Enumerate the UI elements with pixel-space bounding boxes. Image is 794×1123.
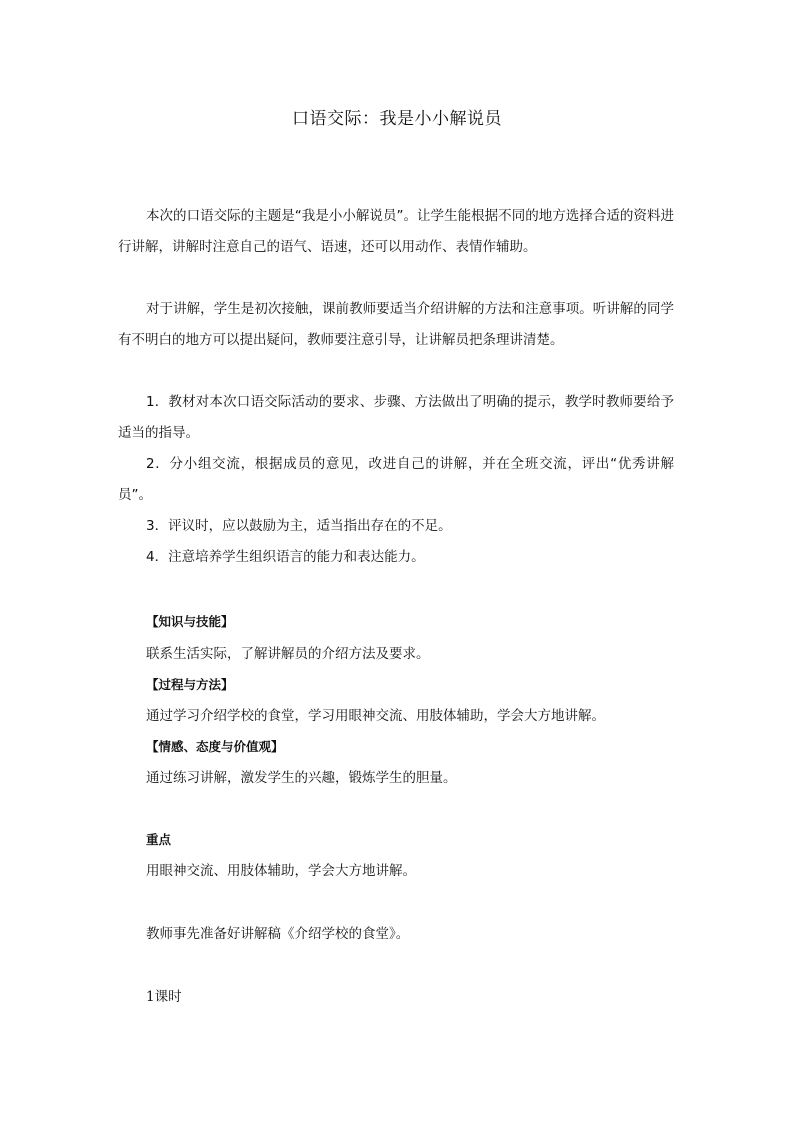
intro-paragraph-1: 本次的口语交际的主题是“我是小小解说员”。让学生能根据不同的地方选择合适的资料进行讲解，讲解时注意自己的语气、语速，还可以用动作、表情作辅助。 xyxy=(118,208,674,255)
suggestion-item-3: 3．评议时，应以鼓励为主，适当指出存在的不足。 xyxy=(146,518,452,534)
process-methods-heading: 【过程与方法】 xyxy=(146,677,234,692)
emotion-attitude-text: 通过练习讲解，激发学生的兴趣，锻炼学生的胆量。 xyxy=(146,770,457,786)
knowledge-skills-text: 联系生活实际，了解讲解员的介绍方法及要求。 xyxy=(146,646,430,662)
class-hours-text: 1课时 xyxy=(146,989,182,1005)
preparation-text: 教师事先准备好讲解稿《介绍学校的食堂》。 xyxy=(146,926,410,942)
suggestion-item-4: 4．注意培养学生组织语言的能力和表达能力。 xyxy=(146,549,425,565)
knowledge-skills-heading: 【知识与技能】 xyxy=(146,614,234,629)
document-title: 口语交际：我是小小解说员 xyxy=(292,109,502,129)
suggestion-item-2: 2．分小组交流，根据成员的意见，改进自己的讲解，并在全班交流，评出“优秀讲解员”。 xyxy=(118,456,674,503)
key-point-heading: 重点 xyxy=(146,832,172,847)
suggestion-item-1: 1．教材对本次口语交际活动的要求、步骤、方法做出了明确的提示，教学时教师要给予适当的指导。 xyxy=(118,394,674,441)
emotion-attitude-heading: 【情感、态度与价值观】 xyxy=(146,739,284,754)
process-methods-text: 通过学习介绍学校的食堂，学习用眼神交流、用肢体辅助，学会大方地讲解。 xyxy=(146,708,605,724)
key-point-text: 用眼神交流、用肢体辅助，学会大方地讲解。 xyxy=(146,863,416,879)
intro-paragraph-2: 对于讲解，学生是初次接触，课前教师要适当介绍讲解的方法和注意事项。听讲解的同学有不明白的地方可以提出疑问，教师要注意引导，让讲解员把条理讲清楚。 xyxy=(118,301,674,348)
